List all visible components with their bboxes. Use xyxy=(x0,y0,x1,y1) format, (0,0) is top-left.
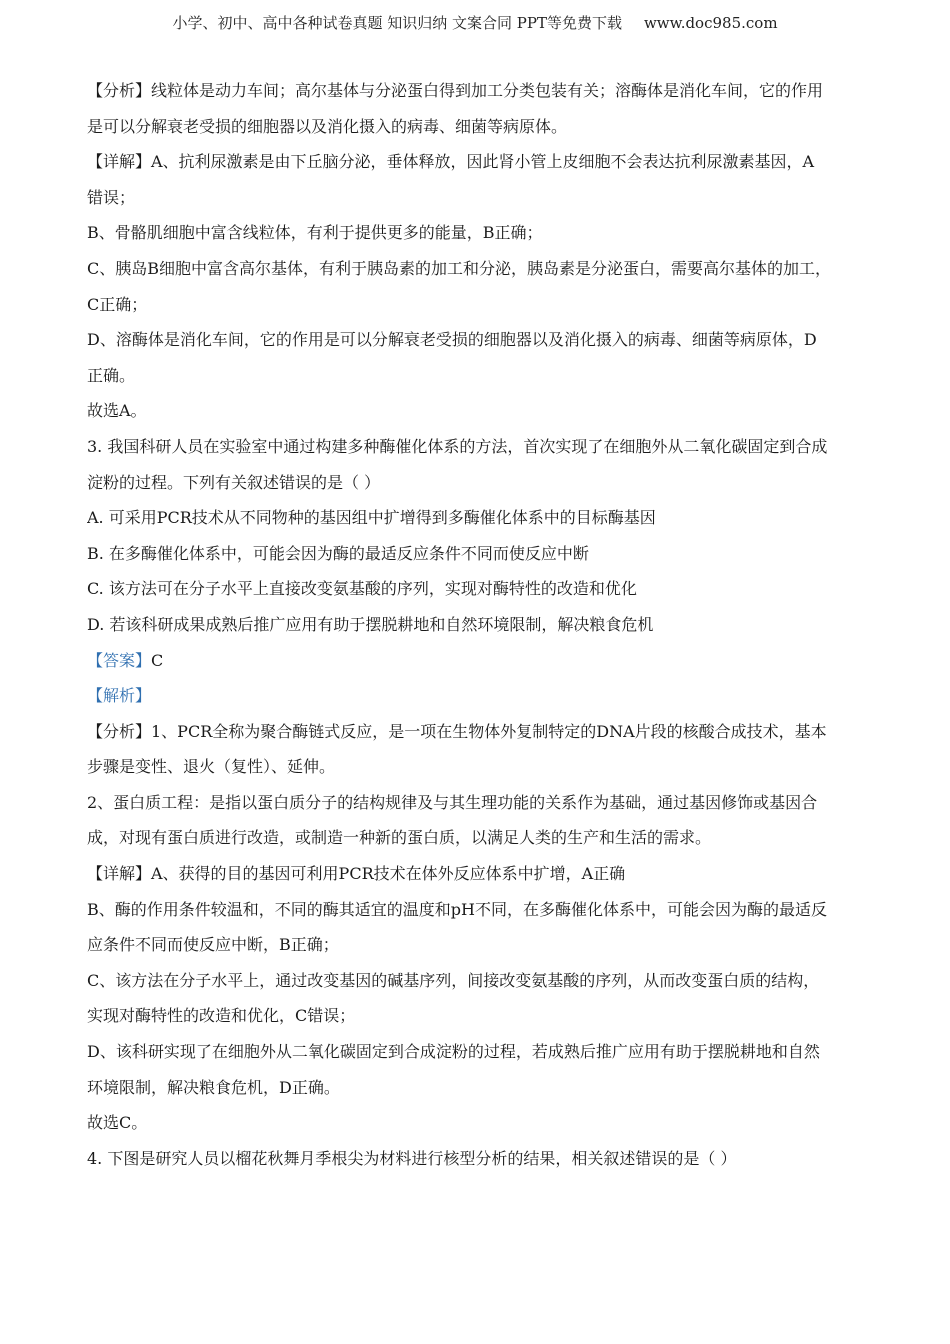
header-site: www.doc985.com xyxy=(643,14,778,32)
header-text: 小学、初中、高中各种试卷真题 知识归纳 文案合同 PPT等免费下载 xyxy=(172,14,622,32)
text-line: 【详解】A、抗利尿激素是由下丘脑分泌，垂体释放，因此肾小管上皮细胞不会表达抗利尿激素基因，A xyxy=(87,152,815,172)
answer-value: C xyxy=(151,650,164,670)
text-line: 【详解】A、获得的目的基因可利用PCR技术在体外反应体系中扩增，A正确 xyxy=(87,864,626,884)
text-line: B、骨骼肌细胞中富含线粒体，有利于提供更多的能量，B正确； xyxy=(87,223,543,243)
text-line: 【分析】1、PCR全称为聚合酶链式反应，是一项在生物体外复制特定的DNA片段的核酸合成技术，基本 xyxy=(87,721,827,741)
page-header xyxy=(0,12,950,33)
option-c: C. 该方法可在分子水平上直接改变氨基酸的序列，实现对酶特性的改造和优化 xyxy=(87,579,637,599)
text-line: 错误； xyxy=(87,187,136,207)
text-line: C、该方法在分子水平上，通过改变基因的碱基序列，间接改变氨基酸的序列，从而改变蛋白质的结构， xyxy=(87,970,820,990)
analysis-heading xyxy=(87,683,867,719)
text-line: 【分析】线粒体是动力车间；高尔基体与分泌蛋白得到加工分类包装有关；溶酶体是消化车间，它的作用 xyxy=(87,81,824,100)
text-line: C正确； xyxy=(87,294,148,314)
option-d: D. 若该科研成果成熟后推广应用有助于摆脱耕地和自然环境限制，解决粮食危机 xyxy=(87,614,654,634)
option-a: A. 可采用PCR技术从不同物种的基因组中扩增得到多酶催化体系中的目标酶基因 xyxy=(87,508,656,528)
text-line: D、该科研实现了在细胞外从二氧化碳固定到合成淀粉的过程，若成熟后推广应用有助于摆脱耕地和自然 xyxy=(87,1042,820,1062)
question-stem: 4. 下图是研究人员以榴花秋舞月季根尖为材料进行核型分析的结果，相关叙述错误的是（ ） xyxy=(87,1148,737,1168)
answer-line xyxy=(87,648,867,684)
text-line: 故选C。 xyxy=(87,1113,148,1133)
question-stem: 淀粉的过程。下列有关叙述错误的是（ ） xyxy=(87,472,381,492)
option-b: B. 在多酶催化体系中，可能会因为酶的最适反应条件不同而使反应中断 xyxy=(87,543,589,563)
text-line: C、胰岛B细胞中富含高尔基体，有利于胰岛素的加工和分泌，胰岛素是分泌蛋白，需要高尔基体的加工， xyxy=(87,258,832,278)
text-line: D、溶酶体是消化车间，它的作用是可以分解衰老受损的细胞器以及消化摄入的病毒、细菌等病原体，D xyxy=(87,330,817,350)
text-line: 实现对酶特性的改造和优化，C错误； xyxy=(87,1006,356,1026)
text-line: 步骤是变性、退火（复性）、延伸。 xyxy=(87,757,336,777)
text-line: 是可以分解衰老受损的细胞器以及消化摄入的病毒、细菌等病原体。 xyxy=(87,116,568,136)
text-line: 应条件不同而使反应中断，B正确； xyxy=(87,935,339,955)
analysis-label: 【解析】 xyxy=(87,686,152,706)
text-line: B、酶的作用条件较温和，不同的酶其适宜的温度和pH不同，在多酶催化体系中，可能会因为酶的最适反 xyxy=(87,899,827,919)
text-line: 正确。 xyxy=(87,365,136,385)
text-line: 故选A。 xyxy=(87,401,147,421)
text-line: 环境限制，解决粮食危机，D正确。 xyxy=(87,1077,340,1097)
document-body xyxy=(87,78,867,1181)
text-line: 2、蛋白质工程：是指以蛋白质分子的结构规律及与其生理功能的关系作为基础，通过基因修饰或基因合 xyxy=(87,792,818,812)
text-line: 成，对现有蛋白质进行改造，或制造一种新的蛋白质，以满足人类的生产和生活的需求。 xyxy=(87,828,712,848)
question-stem: 3. 我国科研人员在实验室中通过构建多种酶催化体系的方法，首次实现了在细胞外从二氧化碳固定到合成 xyxy=(87,436,828,456)
answer-label: 【答案】 xyxy=(87,650,152,670)
